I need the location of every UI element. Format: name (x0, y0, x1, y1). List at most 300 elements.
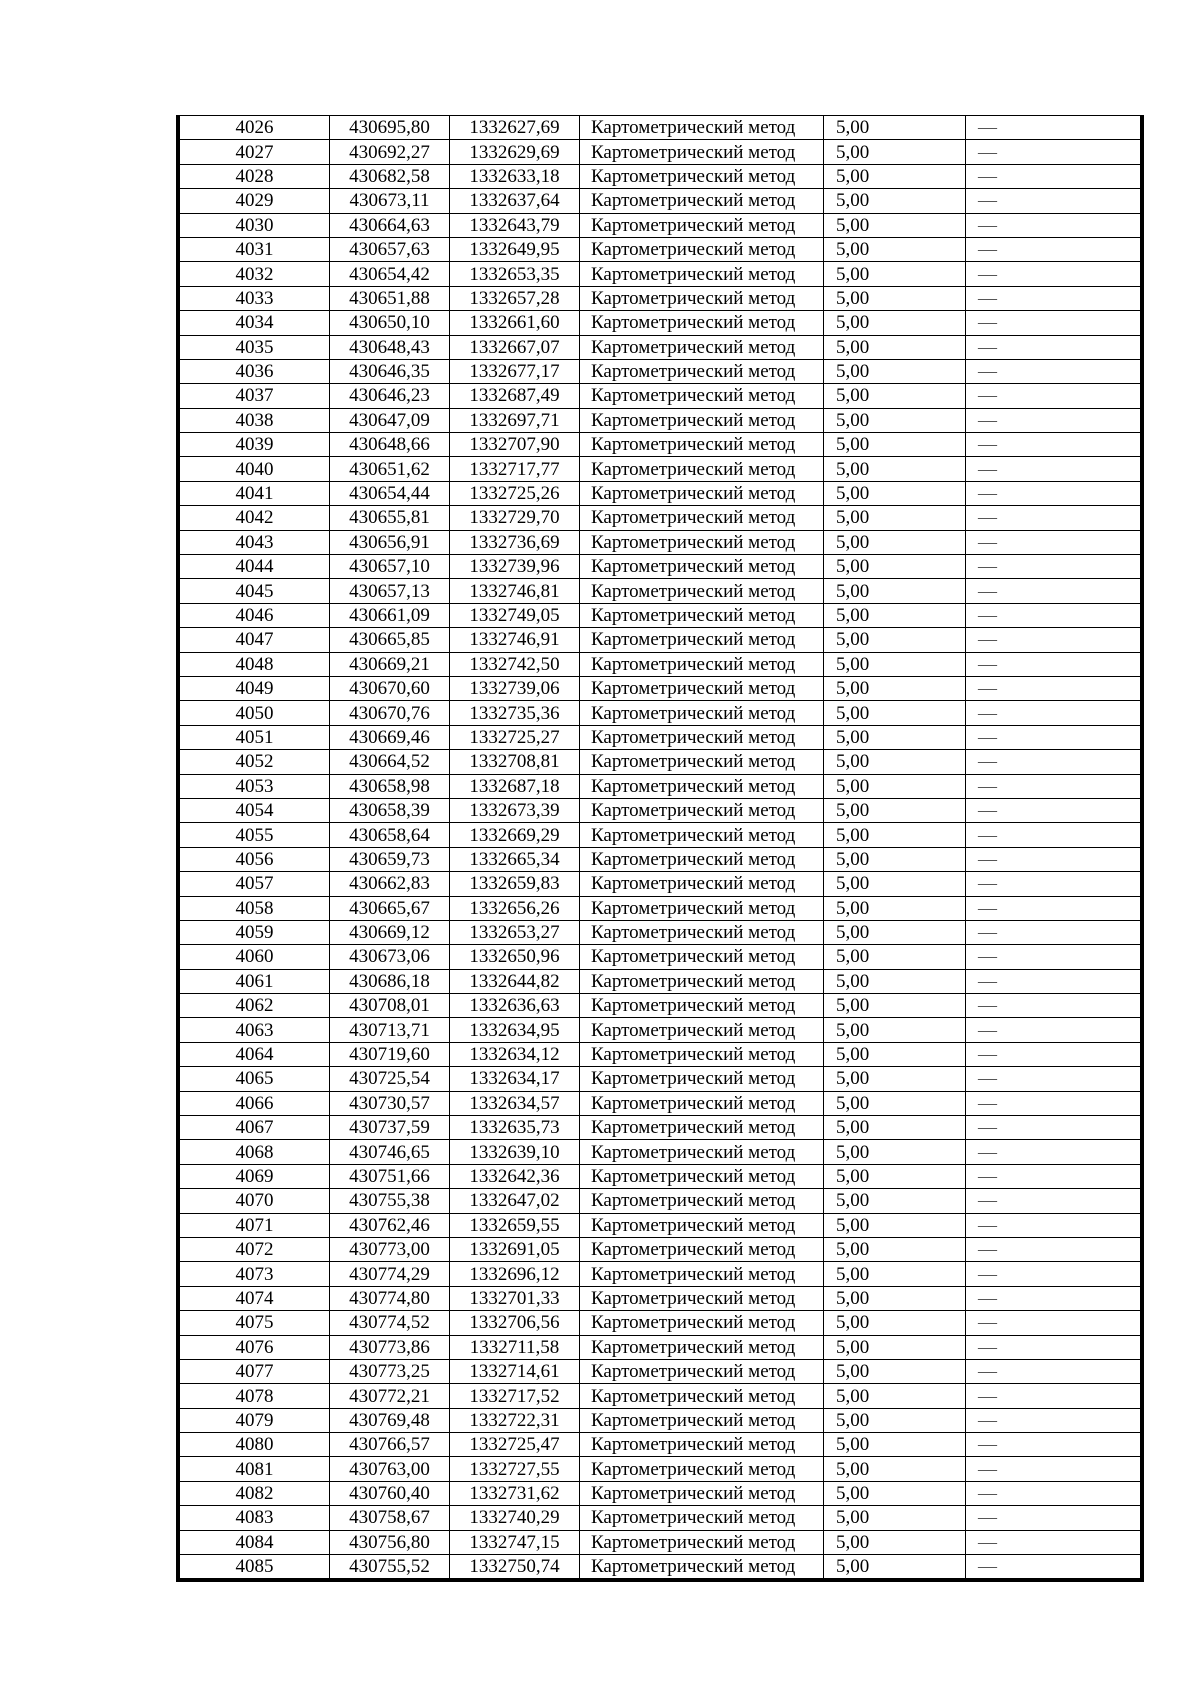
point-number-cell: 4031 (180, 237, 330, 261)
table-row (180, 237, 1141, 261)
description-cell: — (966, 1042, 1141, 1066)
description-cell: — (966, 433, 1141, 457)
accuracy-cell: 5,00 (824, 579, 966, 603)
table-row (180, 1555, 1141, 1579)
y-coordinate-cell: 1332707,90 (450, 433, 580, 457)
description-cell: — (966, 1116, 1141, 1140)
y-coordinate-cell: 1332735,36 (450, 701, 580, 725)
point-number-cell: 4065 (180, 1067, 330, 1091)
table-row (180, 481, 1141, 505)
method-cell: Картометрический метод (580, 1116, 824, 1140)
point-number-cell: 4049 (180, 676, 330, 700)
point-number-cell: 4077 (180, 1359, 330, 1383)
description-cell: — (966, 237, 1141, 261)
x-coordinate-cell: 430682,58 (330, 164, 450, 188)
y-coordinate-cell: 1332739,06 (450, 676, 580, 700)
x-coordinate-cell: 430657,63 (330, 237, 450, 261)
description-cell: — (966, 286, 1141, 310)
method-cell: Картометрический метод (580, 725, 824, 749)
method-cell: Картометрический метод (580, 140, 824, 164)
x-coordinate-cell: 430695,80 (330, 116, 450, 140)
method-cell: Картометрический метод (580, 1067, 824, 1091)
y-coordinate-cell: 1332667,07 (450, 335, 580, 359)
y-coordinate-cell: 1332629,69 (450, 140, 580, 164)
y-coordinate-cell: 1332701,33 (450, 1286, 580, 1310)
point-number-cell: 4082 (180, 1481, 330, 1505)
table-body (180, 116, 1141, 1579)
accuracy-cell: 5,00 (824, 555, 966, 579)
method-cell: Картометрический метод (580, 896, 824, 920)
x-coordinate-cell: 430648,43 (330, 335, 450, 359)
x-coordinate-cell: 430670,60 (330, 676, 450, 700)
x-coordinate-cell: 430664,52 (330, 750, 450, 774)
point-number-cell: 4030 (180, 213, 330, 237)
y-coordinate-cell: 1332687,18 (450, 774, 580, 798)
accuracy-cell: 5,00 (824, 311, 966, 335)
table-row (180, 164, 1141, 188)
point-number-cell: 4027 (180, 140, 330, 164)
description-cell: — (966, 1311, 1141, 1335)
accuracy-cell: 5,00 (824, 1481, 966, 1505)
point-number-cell: 4060 (180, 945, 330, 969)
y-coordinate-cell: 1332696,12 (450, 1262, 580, 1286)
description-cell: — (966, 1018, 1141, 1042)
y-coordinate-cell: 1332639,10 (450, 1140, 580, 1164)
x-coordinate-cell: 430673,11 (330, 189, 450, 213)
method-cell: Картометрический метод (580, 286, 824, 310)
accuracy-cell: 5,00 (824, 945, 966, 969)
x-coordinate-cell: 430730,57 (330, 1091, 450, 1115)
method-cell: Картометрический метод (580, 457, 824, 481)
accuracy-cell: 5,00 (824, 872, 966, 896)
method-cell: Картометрический метод (580, 1457, 824, 1481)
y-coordinate-cell: 1332725,27 (450, 725, 580, 749)
method-cell: Картометрический метод (580, 750, 824, 774)
point-number-cell: 4046 (180, 603, 330, 627)
description-cell: — (966, 1359, 1141, 1383)
x-coordinate-cell: 430659,73 (330, 847, 450, 871)
x-coordinate-cell: 430669,21 (330, 652, 450, 676)
point-number-cell: 4045 (180, 579, 330, 603)
method-cell: Картометрический метод (580, 701, 824, 725)
description-cell: — (966, 384, 1141, 408)
accuracy-cell: 5,00 (824, 1335, 966, 1359)
x-coordinate-cell: 430656,91 (330, 530, 450, 554)
table-row (180, 603, 1141, 627)
table-row (180, 579, 1141, 603)
method-cell: Картометрический метод (580, 1042, 824, 1066)
method-cell: Картометрический метод (580, 945, 824, 969)
accuracy-cell: 5,00 (824, 1555, 966, 1579)
x-coordinate-cell: 430658,39 (330, 798, 450, 822)
y-coordinate-cell: 1332634,57 (450, 1091, 580, 1115)
y-coordinate-cell: 1332661,60 (450, 311, 580, 335)
description-cell: — (966, 579, 1141, 603)
point-number-cell: 4063 (180, 1018, 330, 1042)
y-coordinate-cell: 1332729,70 (450, 506, 580, 530)
accuracy-cell: 5,00 (824, 1189, 966, 1213)
accuracy-cell: 5,00 (824, 774, 966, 798)
description-cell: — (966, 823, 1141, 847)
description-cell: — (966, 311, 1141, 335)
point-number-cell: 4064 (180, 1042, 330, 1066)
accuracy-cell: 5,00 (824, 359, 966, 383)
description-cell: — (966, 969, 1141, 993)
description-cell: — (966, 530, 1141, 554)
table-row (180, 1189, 1141, 1213)
point-number-cell: 4048 (180, 652, 330, 676)
table-row (180, 1213, 1141, 1237)
point-number-cell: 4057 (180, 872, 330, 896)
method-cell: Картометрический метод (580, 335, 824, 359)
description-cell: — (966, 1237, 1141, 1261)
table-row (180, 1506, 1141, 1530)
accuracy-cell: 5,00 (824, 1213, 966, 1237)
point-number-cell: 4075 (180, 1311, 330, 1335)
method-cell: Картометрический метод (580, 1189, 824, 1213)
y-coordinate-cell: 1332634,12 (450, 1042, 580, 1066)
x-coordinate-cell: 430646,35 (330, 359, 450, 383)
table-row (180, 725, 1141, 749)
table-row (180, 1433, 1141, 1457)
table-row (180, 896, 1141, 920)
accuracy-cell: 5,00 (824, 847, 966, 871)
description-cell: — (966, 116, 1141, 140)
description-cell: — (966, 872, 1141, 896)
accuracy-cell: 5,00 (824, 701, 966, 725)
point-number-cell: 4058 (180, 896, 330, 920)
method-cell: Картометрический метод (580, 798, 824, 822)
y-coordinate-cell: 1332627,69 (450, 116, 580, 140)
point-number-cell: 4032 (180, 262, 330, 286)
description-cell: — (966, 1140, 1141, 1164)
table-row (180, 1481, 1141, 1505)
accuracy-cell: 5,00 (824, 1530, 966, 1554)
point-number-cell: 4053 (180, 774, 330, 798)
method-cell: Картометрический метод (580, 1262, 824, 1286)
table-row (180, 1530, 1141, 1554)
point-number-cell: 4040 (180, 457, 330, 481)
point-number-cell: 4062 (180, 994, 330, 1018)
table-row (180, 969, 1141, 993)
point-number-cell: 4079 (180, 1408, 330, 1432)
description-cell: — (966, 1433, 1141, 1457)
accuracy-cell: 5,00 (824, 1116, 966, 1140)
method-cell: Картометрический метод (580, 262, 824, 286)
point-number-cell: 4038 (180, 408, 330, 432)
method-cell: Картометрический метод (580, 359, 824, 383)
method-cell: Картометрический метод (580, 555, 824, 579)
point-number-cell: 4044 (180, 555, 330, 579)
accuracy-cell: 5,00 (824, 481, 966, 505)
point-number-cell: 4036 (180, 359, 330, 383)
method-cell: Картометрический метод (580, 408, 824, 432)
point-number-cell: 4074 (180, 1286, 330, 1310)
coordinates-table-container (176, 115, 1144, 1582)
x-coordinate-cell: 430673,06 (330, 945, 450, 969)
y-coordinate-cell: 1332746,81 (450, 579, 580, 603)
description-cell: — (966, 701, 1141, 725)
y-coordinate-cell: 1332717,52 (450, 1384, 580, 1408)
x-coordinate-cell: 430662,83 (330, 872, 450, 896)
y-coordinate-cell: 1332740,29 (450, 1506, 580, 1530)
point-number-cell: 4051 (180, 725, 330, 749)
method-cell: Картометрический метод (580, 920, 824, 944)
x-coordinate-cell: 430762,46 (330, 1213, 450, 1237)
table-row (180, 408, 1141, 432)
description-cell: — (966, 1555, 1141, 1579)
description-cell: — (966, 262, 1141, 286)
x-coordinate-cell: 430725,54 (330, 1067, 450, 1091)
table-row (180, 1116, 1141, 1140)
x-coordinate-cell: 430654,44 (330, 481, 450, 505)
table-row (180, 945, 1141, 969)
method-cell: Картометрический метод (580, 1164, 824, 1188)
y-coordinate-cell: 1332659,55 (450, 1213, 580, 1237)
x-coordinate-cell: 430665,85 (330, 628, 450, 652)
method-cell: Картометрический метод (580, 652, 824, 676)
x-coordinate-cell: 430646,23 (330, 384, 450, 408)
x-coordinate-cell: 430773,25 (330, 1359, 450, 1383)
y-coordinate-cell: 1332708,81 (450, 750, 580, 774)
description-cell: — (966, 798, 1141, 822)
y-coordinate-cell: 1332653,35 (450, 262, 580, 286)
x-coordinate-cell: 430756,80 (330, 1530, 450, 1554)
accuracy-cell: 5,00 (824, 676, 966, 700)
x-coordinate-cell: 430773,86 (330, 1335, 450, 1359)
description-cell: — (966, 774, 1141, 798)
table-row (180, 1311, 1141, 1335)
x-coordinate-cell: 430774,80 (330, 1286, 450, 1310)
method-cell: Картометрический метод (580, 1433, 824, 1457)
table-row (180, 1140, 1141, 1164)
accuracy-cell: 5,00 (824, 1359, 966, 1383)
coordinates-table (179, 115, 1141, 1579)
accuracy-cell: 5,00 (824, 530, 966, 554)
description-cell: — (966, 1506, 1141, 1530)
method-cell: Картометрический метод (580, 1091, 824, 1115)
x-coordinate-cell: 430669,46 (330, 725, 450, 749)
method-cell: Картометрический метод (580, 1237, 824, 1261)
method-cell: Картометрический метод (580, 1530, 824, 1554)
accuracy-cell: 5,00 (824, 189, 966, 213)
accuracy-cell: 5,00 (824, 994, 966, 1018)
point-number-cell: 4056 (180, 847, 330, 871)
method-cell: Картометрический метод (580, 1018, 824, 1042)
accuracy-cell: 5,00 (824, 920, 966, 944)
point-number-cell: 4072 (180, 1237, 330, 1261)
y-coordinate-cell: 1332706,56 (450, 1311, 580, 1335)
point-number-cell: 4059 (180, 920, 330, 944)
table-row (180, 628, 1141, 652)
description-cell: — (966, 189, 1141, 213)
description-cell: — (966, 457, 1141, 481)
description-cell: — (966, 750, 1141, 774)
accuracy-cell: 5,00 (824, 1140, 966, 1164)
method-cell: Картометрический метод (580, 676, 824, 700)
description-cell: — (966, 994, 1141, 1018)
x-coordinate-cell: 430651,88 (330, 286, 450, 310)
table-row (180, 1359, 1141, 1383)
accuracy-cell: 5,00 (824, 1506, 966, 1530)
table-row (180, 798, 1141, 822)
point-number-cell: 4081 (180, 1457, 330, 1481)
description-cell: — (966, 1530, 1141, 1554)
table-row (180, 1335, 1141, 1359)
x-coordinate-cell: 430657,13 (330, 579, 450, 603)
y-coordinate-cell: 1332736,69 (450, 530, 580, 554)
accuracy-cell: 5,00 (824, 603, 966, 627)
method-cell: Картометрический метод (580, 628, 824, 652)
y-coordinate-cell: 1332739,96 (450, 555, 580, 579)
table-row (180, 286, 1141, 310)
description-cell: — (966, 1262, 1141, 1286)
method-cell: Картометрический метод (580, 1335, 824, 1359)
x-coordinate-cell: 430772,21 (330, 1384, 450, 1408)
accuracy-cell: 5,00 (824, 213, 966, 237)
y-coordinate-cell: 1332750,74 (450, 1555, 580, 1579)
table-row (180, 676, 1141, 700)
description-cell: — (966, 1408, 1141, 1432)
point-number-cell: 4066 (180, 1091, 330, 1115)
table-row (180, 359, 1141, 383)
point-number-cell: 4067 (180, 1116, 330, 1140)
point-number-cell: 4026 (180, 116, 330, 140)
x-coordinate-cell: 430647,09 (330, 408, 450, 432)
x-coordinate-cell: 430658,98 (330, 774, 450, 798)
y-coordinate-cell: 1332677,17 (450, 359, 580, 383)
table-row (180, 1384, 1141, 1408)
y-coordinate-cell: 1332665,34 (450, 847, 580, 871)
point-number-cell: 4073 (180, 1262, 330, 1286)
accuracy-cell: 5,00 (824, 1237, 966, 1261)
y-coordinate-cell: 1332742,50 (450, 652, 580, 676)
x-coordinate-cell: 430766,57 (330, 1433, 450, 1457)
method-cell: Картометрический метод (580, 1506, 824, 1530)
description-cell: — (966, 359, 1141, 383)
table-row (180, 701, 1141, 725)
y-coordinate-cell: 1332634,17 (450, 1067, 580, 1091)
accuracy-cell: 5,00 (824, 1311, 966, 1335)
table-row (180, 262, 1141, 286)
table-row (180, 506, 1141, 530)
method-cell: Картометрический метод (580, 603, 824, 627)
table-row (180, 1091, 1141, 1115)
method-cell: Картометрический метод (580, 994, 824, 1018)
table-row (180, 1408, 1141, 1432)
x-coordinate-cell: 430758,67 (330, 1506, 450, 1530)
table-row (180, 1164, 1141, 1188)
y-coordinate-cell: 1332687,49 (450, 384, 580, 408)
point-number-cell: 4035 (180, 335, 330, 359)
method-cell: Картометрический метод (580, 1311, 824, 1335)
table-row (180, 457, 1141, 481)
y-coordinate-cell: 1332722,31 (450, 1408, 580, 1432)
x-coordinate-cell: 430661,09 (330, 603, 450, 627)
table-row (180, 213, 1141, 237)
description-cell: — (966, 1067, 1141, 1091)
table-row (180, 750, 1141, 774)
x-coordinate-cell: 430746,65 (330, 1140, 450, 1164)
accuracy-cell: 5,00 (824, 1433, 966, 1457)
table-row (180, 774, 1141, 798)
table-row (180, 652, 1141, 676)
description-cell: — (966, 896, 1141, 920)
accuracy-cell: 5,00 (824, 1042, 966, 1066)
y-coordinate-cell: 1332653,27 (450, 920, 580, 944)
table-row (180, 847, 1141, 871)
table-row (180, 1262, 1141, 1286)
table-row (180, 140, 1141, 164)
y-coordinate-cell: 1332636,63 (450, 994, 580, 1018)
accuracy-cell: 5,00 (824, 1286, 966, 1310)
x-coordinate-cell: 430774,29 (330, 1262, 450, 1286)
table-row (180, 189, 1141, 213)
point-number-cell: 4037 (180, 384, 330, 408)
description-cell: — (966, 920, 1141, 944)
point-number-cell: 4076 (180, 1335, 330, 1359)
x-coordinate-cell: 430708,01 (330, 994, 450, 1018)
table-row (180, 1237, 1141, 1261)
table-row (180, 384, 1141, 408)
y-coordinate-cell: 1332657,28 (450, 286, 580, 310)
y-coordinate-cell: 1332746,91 (450, 628, 580, 652)
y-coordinate-cell: 1332725,47 (450, 1433, 580, 1457)
accuracy-cell: 5,00 (824, 457, 966, 481)
x-coordinate-cell: 430655,81 (330, 506, 450, 530)
y-coordinate-cell: 1332727,55 (450, 1457, 580, 1481)
method-cell: Картометрический метод (580, 116, 824, 140)
method-cell: Картометрический метод (580, 1555, 824, 1579)
method-cell: Картометрический метод (580, 1140, 824, 1164)
point-number-cell: 4061 (180, 969, 330, 993)
point-number-cell: 4054 (180, 798, 330, 822)
method-cell: Картометрический метод (580, 1384, 824, 1408)
y-coordinate-cell: 1332725,26 (450, 481, 580, 505)
x-coordinate-cell: 430665,67 (330, 896, 450, 920)
method-cell: Картометрический метод (580, 1213, 824, 1237)
y-coordinate-cell: 1332659,83 (450, 872, 580, 896)
point-number-cell: 4034 (180, 311, 330, 335)
x-coordinate-cell: 430658,64 (330, 823, 450, 847)
x-coordinate-cell: 430760,40 (330, 1481, 450, 1505)
description-cell: — (966, 335, 1141, 359)
description-cell: — (966, 555, 1141, 579)
description-cell: — (966, 1335, 1141, 1359)
accuracy-cell: 5,00 (824, 628, 966, 652)
accuracy-cell: 5,00 (824, 286, 966, 310)
x-coordinate-cell: 430651,62 (330, 457, 450, 481)
method-cell: Картометрический метод (580, 189, 824, 213)
description-cell: — (966, 1384, 1141, 1408)
x-coordinate-cell: 430664,63 (330, 213, 450, 237)
point-number-cell: 4042 (180, 506, 330, 530)
point-number-cell: 4069 (180, 1164, 330, 1188)
description-cell: — (966, 945, 1141, 969)
description-cell: — (966, 164, 1141, 188)
table-row (180, 994, 1141, 1018)
y-coordinate-cell: 1332642,36 (450, 1164, 580, 1188)
table-row (180, 555, 1141, 579)
x-coordinate-cell: 430755,52 (330, 1555, 450, 1579)
description-cell: — (966, 408, 1141, 432)
method-cell: Картометрический метод (580, 213, 824, 237)
x-coordinate-cell: 430650,10 (330, 311, 450, 335)
table-row (180, 872, 1141, 896)
accuracy-cell: 5,00 (824, 798, 966, 822)
x-coordinate-cell: 430774,52 (330, 1311, 450, 1335)
accuracy-cell: 5,00 (824, 1262, 966, 1286)
